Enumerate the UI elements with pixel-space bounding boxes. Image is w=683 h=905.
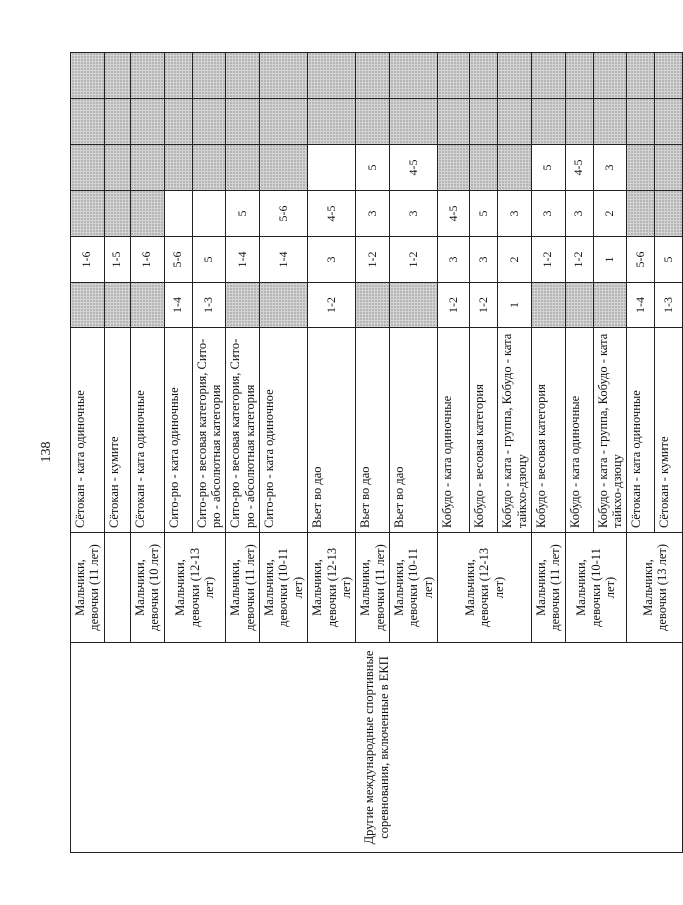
value-cell: 5 — [531, 145, 565, 191]
group-cell: Мальчики, девочки (11 лет) — [71, 533, 105, 643]
value-cell: 1-5 — [104, 237, 130, 283]
value-cell — [226, 53, 260, 99]
value-cell: 3 — [356, 191, 390, 237]
value-cell: 3 — [308, 237, 356, 283]
value-cell: 3 — [565, 191, 593, 237]
value-cell: 4-5 — [438, 191, 470, 237]
section-label-cell: Другие международные спортивные соревнования, включенные в ЕКП — [71, 643, 683, 853]
value-cell: 1-2 — [470, 283, 498, 328]
value-cell — [164, 191, 192, 237]
value-cell: 5-6 — [260, 191, 308, 237]
value-cell: 1-6 — [130, 237, 164, 283]
discipline-cell: Сито-рю - ката одиночные — [164, 328, 192, 533]
group-cell: Мальчики, девочки (13 лет) — [627, 533, 683, 643]
results-table — [70, 52, 683, 853]
discipline-cell: Сито-рю - ката одиночное — [260, 328, 308, 533]
discipline-cell: Вьет во дао — [308, 328, 356, 533]
value-cell: 5-6 — [627, 237, 655, 283]
value-cell: 2 — [498, 237, 532, 283]
value-cell — [130, 99, 164, 145]
value-cell: 5 — [356, 145, 390, 191]
group-cell: Мальчики, девочки (10-11 лет) — [565, 533, 627, 643]
value-cell — [130, 145, 164, 191]
group-cell: Мальчики, девочки (11 лет) — [356, 533, 390, 643]
value-cell: 3 — [593, 145, 627, 191]
value-cell — [130, 191, 164, 237]
value-cell — [438, 145, 470, 191]
value-cell — [104, 191, 130, 237]
value-cell — [308, 53, 356, 99]
value-cell — [104, 145, 130, 191]
value-cell: 1-3 — [655, 283, 683, 328]
value-cell — [627, 145, 655, 191]
value-cell — [565, 53, 593, 99]
value-cell — [390, 283, 438, 328]
value-cell: 1-2 — [308, 283, 356, 328]
value-cell — [498, 145, 532, 191]
value-cell — [498, 99, 532, 145]
value-cell: 4-5 — [308, 191, 356, 237]
value-cell: 1-2 — [438, 283, 470, 328]
value-cell — [260, 53, 308, 99]
value-cell — [104, 283, 130, 328]
value-cell — [438, 53, 470, 99]
value-cell — [470, 99, 498, 145]
value-cell: 3 — [498, 191, 532, 237]
value-cell — [71, 99, 105, 145]
value-cell — [308, 99, 356, 145]
value-cell — [565, 283, 593, 328]
value-cell — [655, 53, 683, 99]
discipline-cell: Кобудо - ката - группа, Кобудо - ката тайкхо-дзюцу — [498, 328, 532, 533]
value-cell — [655, 145, 683, 191]
value-cell — [655, 191, 683, 237]
value-cell — [192, 99, 226, 145]
group-cell: Мальчики, девочки (12-13 лет) — [308, 533, 356, 643]
discipline-cell: Сётокан - ката одиночные — [627, 328, 655, 533]
value-cell — [164, 53, 192, 99]
value-cell — [438, 99, 470, 145]
value-cell — [71, 283, 105, 328]
table-row — [71, 53, 105, 853]
group-cell: Мальчики, девочки (10-11 лет) — [390, 533, 438, 643]
discipline-cell: Кобудо - ката - группа, Кобудо - ката тайкхо-дзюцу — [593, 328, 627, 533]
value-cell: 1-2 — [356, 237, 390, 283]
discipline-cell: Сито-рю - весовая категория, Сито-рю - абсолютная категория — [226, 328, 260, 533]
discipline-cell: Сётокан - кумите — [655, 328, 683, 533]
value-cell — [593, 283, 627, 328]
value-cell — [260, 283, 308, 328]
discipline-cell: Кобудо - весовая категория — [531, 328, 565, 533]
page-number: 138 — [39, 441, 54, 463]
value-cell — [71, 145, 105, 191]
value-cell: 1-6 — [71, 237, 105, 283]
value-cell: 1-4 — [226, 237, 260, 283]
value-cell: 2 — [593, 191, 627, 237]
discipline-cell: Кобудо - весовая категория — [470, 328, 498, 533]
value-cell — [470, 145, 498, 191]
value-cell: 1-2 — [565, 237, 593, 283]
discipline-cell: Кобудо - ката одиночные — [438, 328, 470, 533]
value-cell: 5-6 — [164, 237, 192, 283]
value-cell: 3 — [531, 191, 565, 237]
value-cell — [260, 145, 308, 191]
value-cell: 4-5 — [390, 145, 438, 191]
value-cell: 3 — [390, 191, 438, 237]
value-cell — [627, 99, 655, 145]
value-cell — [260, 99, 308, 145]
value-cell — [130, 53, 164, 99]
group-cell: Мальчики, девочки (12-13 лет) — [438, 533, 532, 643]
value-cell: 1-3 — [192, 283, 226, 328]
value-cell — [593, 99, 627, 145]
group-cell: Мальчики, девочки (12-13 лет) — [164, 533, 226, 643]
value-cell — [531, 283, 565, 328]
group-cell: Мальчики, девочки (11 лет) — [531, 533, 565, 643]
value-cell — [308, 145, 356, 191]
value-cell: 4-5 — [565, 145, 593, 191]
value-cell — [390, 99, 438, 145]
discipline-cell: Кобудо - ката одиночные — [565, 328, 593, 533]
value-cell — [192, 191, 226, 237]
value-cell — [593, 53, 627, 99]
value-cell — [164, 145, 192, 191]
value-cell: 1-4 — [260, 237, 308, 283]
value-cell — [71, 53, 105, 99]
discipline-cell: Вьет во дао — [390, 328, 438, 533]
value-cell — [470, 53, 498, 99]
discipline-cell: Сётокан - ката одиночные — [130, 328, 164, 533]
value-cell: 5 — [226, 191, 260, 237]
value-cell — [226, 283, 260, 328]
value-cell: 1-4 — [164, 283, 192, 328]
group-cell: Мальчики, девочки (10 лет) — [130, 533, 164, 643]
value-cell — [655, 99, 683, 145]
value-cell: 5 — [192, 237, 226, 283]
value-cell: 5 — [655, 237, 683, 283]
value-cell — [130, 283, 164, 328]
value-cell — [226, 145, 260, 191]
value-cell: 1-4 — [627, 283, 655, 328]
value-cell: 1 — [593, 237, 627, 283]
value-cell — [226, 99, 260, 145]
value-cell — [356, 99, 390, 145]
group-cell — [104, 533, 130, 643]
value-cell — [104, 99, 130, 145]
value-cell — [104, 53, 130, 99]
discipline-cell: Сётокан - кумите — [104, 328, 130, 533]
value-cell — [192, 145, 226, 191]
value-cell — [531, 53, 565, 99]
group-cell: Мальчики, девочки (11 лет) — [226, 533, 260, 643]
value-cell — [531, 99, 565, 145]
group-cell: Мальчики, девочки (10-11 лет) — [260, 533, 308, 643]
value-cell: 1-2 — [531, 237, 565, 283]
value-cell: 3 — [438, 237, 470, 283]
rotated-table-wrapper — [70, 53, 675, 853]
value-cell — [356, 283, 390, 328]
value-cell — [565, 99, 593, 145]
value-cell — [390, 53, 438, 99]
value-cell — [498, 53, 532, 99]
discipline-cell: Сётокан - ката одиночные — [71, 328, 105, 533]
value-cell: 5 — [470, 191, 498, 237]
value-cell: 1 — [498, 283, 532, 328]
value-cell — [356, 53, 390, 99]
value-cell — [627, 191, 655, 237]
value-cell — [627, 53, 655, 99]
value-cell: 1-2 — [390, 237, 438, 283]
value-cell — [71, 191, 105, 237]
value-cell — [192, 53, 226, 99]
value-cell: 3 — [470, 237, 498, 283]
discipline-cell: Вьет во дао — [356, 328, 390, 533]
discipline-cell: Сито-рю - весовая категория, Сито-рю - абсолютная категория — [192, 328, 226, 533]
value-cell — [164, 99, 192, 145]
